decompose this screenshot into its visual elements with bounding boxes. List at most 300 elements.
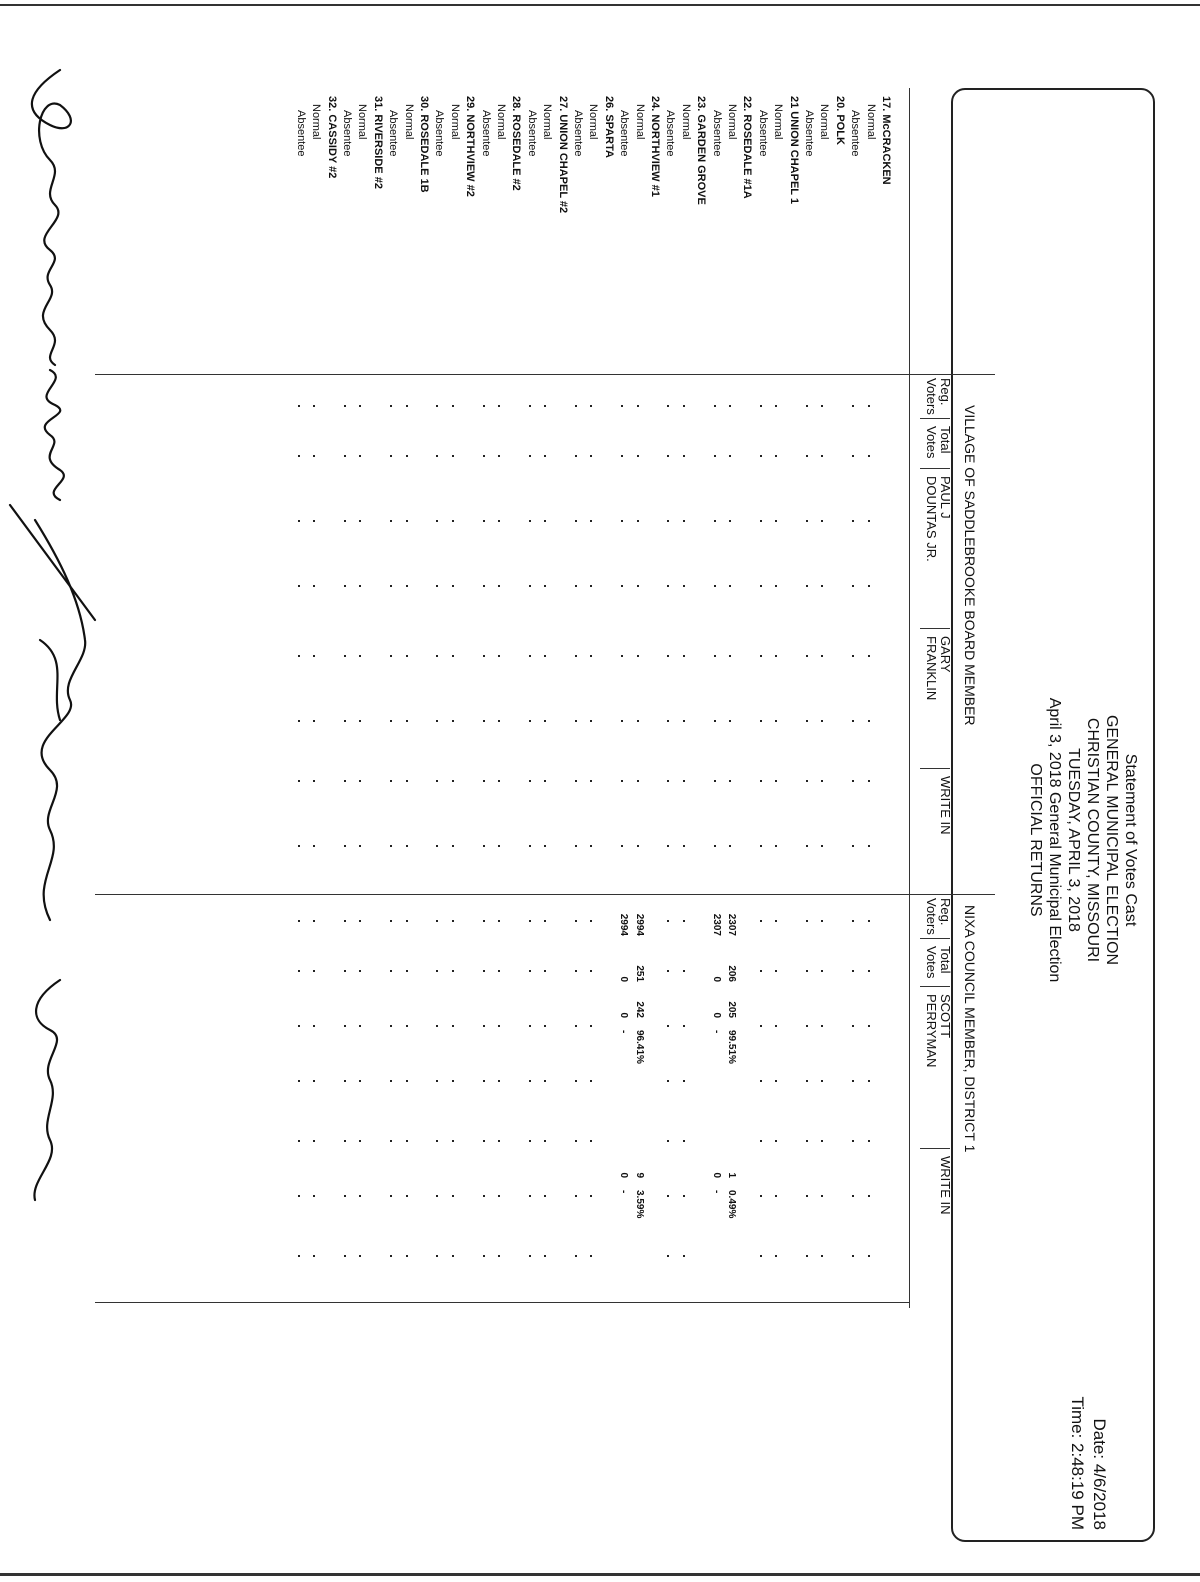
empty-cell-mark bbox=[483, 780, 485, 782]
empty-cell-mark bbox=[821, 1140, 823, 1142]
empty-cell-mark bbox=[544, 1255, 546, 1257]
empty-cell-mark bbox=[852, 720, 854, 722]
col-reg-voters bbox=[924, 898, 952, 935]
empty-cell-mark bbox=[529, 780, 531, 782]
empty-cell-mark bbox=[344, 405, 346, 407]
precinct-name: 26. SPARTA bbox=[602, 96, 615, 158]
col-head-line: DOUNTAS JR. bbox=[924, 476, 939, 562]
vote-count: 251 bbox=[633, 965, 645, 982]
empty-cell-mark bbox=[313, 1080, 315, 1082]
empty-cell-mark bbox=[575, 655, 577, 657]
empty-cell-mark bbox=[483, 1080, 485, 1082]
vote-count: 0 bbox=[618, 1012, 630, 1018]
empty-cell-mark bbox=[852, 1195, 854, 1197]
vote-percent: 3.59% bbox=[633, 1190, 645, 1219]
empty-cell-mark bbox=[406, 1080, 408, 1082]
empty-cell-mark bbox=[683, 970, 685, 972]
empty-cell-mark bbox=[436, 1140, 438, 1142]
empty-cell-mark bbox=[760, 1080, 762, 1082]
empty-cell-mark bbox=[637, 585, 639, 587]
empty-cell-mark bbox=[436, 1025, 438, 1027]
empty-cell-mark bbox=[714, 405, 716, 407]
col-head-line: PERRYMAN bbox=[924, 994, 939, 1068]
col-head-line: Reg. bbox=[938, 898, 953, 926]
empty-cell-mark bbox=[821, 1255, 823, 1257]
col-write-in bbox=[938, 1156, 952, 1215]
empty-cell-mark bbox=[406, 585, 408, 587]
col-separator bbox=[920, 938, 950, 939]
empty-cell-mark bbox=[298, 455, 300, 457]
row-type-label: Absentee bbox=[756, 110, 769, 157]
empty-cell-mark bbox=[590, 845, 592, 847]
vote-count: 0 bbox=[710, 1012, 722, 1018]
empty-cell-mark bbox=[359, 1080, 361, 1082]
empty-cell-mark bbox=[498, 655, 500, 657]
empty-cell-mark bbox=[313, 845, 315, 847]
empty-cell-mark bbox=[359, 1255, 361, 1257]
row-type-label: Absentee bbox=[294, 110, 307, 157]
empty-cell-mark bbox=[529, 1195, 531, 1197]
empty-cell-mark bbox=[760, 1195, 762, 1197]
empty-cell-mark bbox=[406, 970, 408, 972]
empty-cell-mark bbox=[852, 1025, 854, 1027]
empty-cell-mark bbox=[359, 1025, 361, 1027]
row-type-label: Normal bbox=[495, 104, 507, 140]
col-reg-voters bbox=[924, 378, 952, 415]
empty-cell-mark bbox=[529, 405, 531, 407]
empty-cell-mark bbox=[390, 1255, 392, 1257]
empty-cell-mark bbox=[775, 1195, 777, 1197]
empty-cell-mark bbox=[436, 1255, 438, 1257]
empty-cell-mark bbox=[760, 845, 762, 847]
empty-cell-mark bbox=[359, 1195, 361, 1197]
empty-cell-mark bbox=[344, 455, 346, 457]
empty-cell-mark bbox=[498, 780, 500, 782]
empty-cell-mark bbox=[775, 920, 777, 922]
empty-cell-mark bbox=[683, 1080, 685, 1082]
empty-cell-mark bbox=[852, 655, 854, 657]
empty-cell-mark bbox=[806, 405, 808, 407]
empty-cell-mark bbox=[359, 780, 361, 782]
empty-cell-mark bbox=[821, 655, 823, 657]
empty-cell-mark bbox=[852, 845, 854, 847]
empty-cell-mark bbox=[390, 1025, 392, 1027]
title-line: CHRISTIAN COUNTY, MISSOURI bbox=[1084, 717, 1101, 963]
empty-cell-mark bbox=[359, 455, 361, 457]
precinct-name: 30. ROSEDALE 1B bbox=[418, 96, 430, 193]
empty-cell-mark bbox=[637, 455, 639, 457]
empty-cell-mark bbox=[868, 655, 870, 657]
empty-cell-mark bbox=[344, 520, 346, 522]
empty-cell-mark bbox=[775, 970, 777, 972]
empty-cell-mark bbox=[544, 655, 546, 657]
empty-cell-mark bbox=[498, 1195, 500, 1197]
empty-cell-mark bbox=[760, 970, 762, 972]
table-header-rule bbox=[909, 88, 910, 1308]
empty-cell-mark bbox=[344, 1255, 346, 1257]
empty-cell-mark bbox=[590, 1195, 592, 1197]
empty-cell-mark bbox=[575, 1080, 577, 1082]
empty-cell-mark bbox=[313, 780, 315, 782]
empty-cell-mark bbox=[621, 405, 623, 407]
empty-cell-mark bbox=[498, 1140, 500, 1142]
empty-cell-mark bbox=[868, 845, 870, 847]
empty-cell-mark bbox=[436, 405, 438, 407]
vote-count: 0 bbox=[710, 976, 722, 982]
empty-cell-mark bbox=[637, 780, 639, 782]
row-type-label: Absentee bbox=[433, 110, 446, 157]
empty-cell-mark bbox=[406, 920, 408, 922]
empty-cell-mark bbox=[390, 1195, 392, 1197]
title-line: TUESDAY, APRIL 3, 2018 bbox=[1065, 748, 1082, 932]
row-type-label: Normal bbox=[818, 104, 831, 140]
empty-cell-mark bbox=[313, 720, 315, 722]
empty-cell-mark bbox=[667, 970, 669, 972]
empty-cell-mark bbox=[344, 655, 346, 657]
empty-cell-mark bbox=[436, 920, 438, 922]
empty-cell-mark bbox=[821, 405, 823, 407]
vote-percent: - bbox=[618, 1030, 630, 1034]
empty-cell-mark bbox=[667, 1195, 669, 1197]
empty-cell-mark bbox=[852, 585, 854, 587]
empty-cell-mark bbox=[575, 405, 577, 407]
row-type-label: Normal bbox=[726, 104, 738, 140]
empty-cell-mark bbox=[667, 920, 669, 922]
empty-cell-mark bbox=[390, 780, 392, 782]
empty-cell-mark bbox=[683, 1195, 685, 1197]
col-head-line: FRANKLIN bbox=[924, 636, 939, 701]
empty-cell-mark bbox=[868, 970, 870, 972]
empty-cell-mark bbox=[852, 920, 854, 922]
col-head-line: GARY bbox=[938, 636, 953, 673]
empty-cell-mark bbox=[436, 455, 438, 457]
empty-cell-mark bbox=[806, 1140, 808, 1142]
empty-cell-mark bbox=[436, 970, 438, 972]
empty-cell-mark bbox=[667, 1255, 669, 1257]
row-type-label: Absentee bbox=[479, 110, 492, 157]
empty-cell-mark bbox=[667, 1140, 669, 1142]
empty-cell-mark bbox=[806, 720, 808, 722]
empty-cell-mark bbox=[575, 1255, 577, 1257]
empty-cell-mark bbox=[390, 655, 392, 657]
empty-cell-mark bbox=[683, 455, 685, 457]
empty-cell-mark bbox=[852, 1140, 854, 1142]
vote-percent: - bbox=[618, 1190, 630, 1194]
empty-cell-mark bbox=[806, 780, 808, 782]
empty-cell-mark bbox=[544, 1195, 546, 1197]
empty-cell-mark bbox=[313, 970, 315, 972]
empty-cell-mark bbox=[313, 1025, 315, 1027]
empty-cell-mark bbox=[529, 585, 531, 587]
empty-cell-mark bbox=[390, 585, 392, 587]
empty-cell-mark bbox=[359, 585, 361, 587]
vote-count: 242 bbox=[633, 1001, 645, 1018]
empty-cell-mark bbox=[729, 780, 731, 782]
empty-cell-mark bbox=[775, 405, 777, 407]
empty-cell-mark bbox=[390, 455, 392, 457]
empty-cell-mark bbox=[452, 1195, 454, 1197]
empty-cell-mark bbox=[775, 585, 777, 587]
empty-cell-mark bbox=[852, 970, 854, 972]
empty-cell-mark bbox=[313, 520, 315, 522]
empty-cell-mark bbox=[483, 720, 485, 722]
vote-count: 9 bbox=[633, 1172, 645, 1178]
row-type-label: Absentee bbox=[803, 110, 815, 157]
col-head-line: Voters bbox=[924, 378, 939, 415]
empty-cell-mark bbox=[298, 585, 300, 587]
empty-cell-mark bbox=[544, 970, 546, 972]
empty-cell-mark bbox=[452, 405, 454, 407]
empty-cell-mark bbox=[637, 520, 639, 522]
empty-cell-mark bbox=[775, 780, 777, 782]
empty-cell-mark bbox=[683, 1255, 685, 1257]
empty-cell-mark bbox=[359, 970, 361, 972]
row-type-label: Normal bbox=[772, 104, 785, 140]
empty-cell-mark bbox=[575, 520, 577, 522]
empty-cell-mark bbox=[714, 585, 716, 587]
col-separator bbox=[920, 468, 950, 469]
empty-cell-mark bbox=[667, 405, 669, 407]
empty-cell-mark bbox=[452, 655, 454, 657]
empty-cell-mark bbox=[821, 585, 823, 587]
empty-cell-mark bbox=[667, 845, 669, 847]
empty-cell-mark bbox=[498, 520, 500, 522]
empty-cell-mark bbox=[621, 455, 623, 457]
empty-cell-mark bbox=[760, 720, 762, 722]
empty-cell-mark bbox=[298, 520, 300, 522]
empty-cell-mark bbox=[590, 405, 592, 407]
empty-cell-mark bbox=[498, 1255, 500, 1257]
empty-cell-mark bbox=[452, 720, 454, 722]
precinct-name: 17. McCRACKEN bbox=[880, 96, 892, 185]
empty-cell-mark bbox=[667, 780, 669, 782]
empty-cell-mark bbox=[575, 455, 577, 457]
empty-cell-mark bbox=[729, 520, 731, 522]
vote-count: 2994 bbox=[618, 913, 630, 936]
empty-cell-mark bbox=[683, 655, 685, 657]
empty-cell-mark bbox=[344, 1080, 346, 1082]
empty-cell-mark bbox=[575, 780, 577, 782]
row-type-label: Absentee bbox=[387, 110, 400, 157]
empty-cell-mark bbox=[729, 405, 731, 407]
empty-cell-mark bbox=[575, 1140, 577, 1142]
empty-cell-mark bbox=[775, 1140, 777, 1142]
empty-cell-mark bbox=[544, 520, 546, 522]
empty-cell-mark bbox=[590, 1025, 592, 1027]
empty-cell-mark bbox=[760, 455, 762, 457]
empty-cell-mark bbox=[852, 520, 854, 522]
empty-cell-mark bbox=[483, 405, 485, 407]
empty-cell-mark bbox=[359, 920, 361, 922]
empty-cell-mark bbox=[436, 1080, 438, 1082]
empty-cell-mark bbox=[637, 405, 639, 407]
table-divider bbox=[95, 374, 995, 375]
empty-cell-mark bbox=[714, 780, 716, 782]
empty-cell-mark bbox=[621, 520, 623, 522]
empty-cell-mark bbox=[667, 720, 669, 722]
col-candidate-dountas bbox=[924, 476, 952, 562]
empty-cell-mark bbox=[498, 1025, 500, 1027]
empty-cell-mark bbox=[390, 520, 392, 522]
empty-cell-mark bbox=[529, 720, 531, 722]
vote-percent: 99.51% bbox=[726, 1030, 737, 1064]
empty-cell-mark bbox=[406, 720, 408, 722]
empty-cell-mark bbox=[667, 585, 669, 587]
col-separator bbox=[920, 628, 950, 629]
empty-cell-mark bbox=[390, 720, 392, 722]
empty-cell-mark bbox=[590, 585, 592, 587]
empty-cell-mark bbox=[529, 1255, 531, 1257]
empty-cell-mark bbox=[729, 845, 731, 847]
empty-cell-mark bbox=[529, 1025, 531, 1027]
title-line: Statement of Votes Cast bbox=[1122, 753, 1139, 927]
empty-cell-mark bbox=[406, 845, 408, 847]
vote-percent: 96.41% bbox=[633, 1030, 645, 1064]
empty-cell-mark bbox=[436, 520, 438, 522]
row-type-label: Absentee bbox=[664, 110, 677, 157]
precinct-name: 23. GARDEN GROVE bbox=[695, 96, 708, 205]
empty-cell-mark bbox=[806, 655, 808, 657]
empty-cell-mark bbox=[806, 845, 808, 847]
empty-cell-mark bbox=[483, 845, 485, 847]
col-separator bbox=[920, 418, 950, 419]
empty-cell-mark bbox=[683, 585, 685, 587]
empty-cell-mark bbox=[852, 1080, 854, 1082]
precinct-name: 31. RIVERSIDE #2 bbox=[371, 96, 384, 189]
empty-cell-mark bbox=[729, 655, 731, 657]
empty-cell-mark bbox=[483, 520, 485, 522]
empty-cell-mark bbox=[868, 920, 870, 922]
vote-percent: - bbox=[710, 1190, 722, 1194]
empty-cell-mark bbox=[406, 780, 408, 782]
empty-cell-mark bbox=[298, 845, 300, 847]
empty-cell-mark bbox=[313, 455, 315, 457]
empty-cell-mark bbox=[544, 720, 546, 722]
empty-cell-mark bbox=[775, 1255, 777, 1257]
row-type-label: Absentee bbox=[341, 110, 353, 157]
empty-cell-mark bbox=[436, 780, 438, 782]
empty-cell-mark bbox=[760, 520, 762, 522]
empty-cell-mark bbox=[529, 970, 531, 972]
empty-cell-mark bbox=[452, 780, 454, 782]
empty-cell-mark bbox=[544, 455, 546, 457]
empty-cell-mark bbox=[775, 720, 777, 722]
empty-cell-mark bbox=[868, 1195, 870, 1197]
empty-cell-mark bbox=[452, 845, 454, 847]
row-type-label: Absentee bbox=[849, 110, 862, 157]
empty-cell-mark bbox=[852, 1255, 854, 1257]
empty-cell-mark bbox=[683, 520, 685, 522]
table-divider bbox=[95, 1302, 910, 1303]
empty-cell-mark bbox=[821, 1195, 823, 1197]
col-total-votes bbox=[924, 426, 952, 459]
precinct-name: 21 UNION CHAPEL 1 bbox=[787, 96, 800, 204]
empty-cell-mark bbox=[806, 920, 808, 922]
empty-cell-mark bbox=[452, 520, 454, 522]
row-type-label: Normal bbox=[448, 104, 461, 140]
empty-cell-mark bbox=[621, 845, 623, 847]
empty-cell-mark bbox=[683, 405, 685, 407]
empty-cell-mark bbox=[483, 655, 485, 657]
empty-cell-mark bbox=[775, 845, 777, 847]
empty-cell-mark bbox=[667, 455, 669, 457]
vote-count: 2994 bbox=[633, 913, 645, 936]
empty-cell-mark bbox=[483, 1025, 485, 1027]
empty-cell-mark bbox=[436, 1195, 438, 1197]
empty-cell-mark bbox=[775, 1080, 777, 1082]
empty-cell-mark bbox=[359, 405, 361, 407]
empty-cell-mark bbox=[775, 655, 777, 657]
empty-cell-mark bbox=[821, 780, 823, 782]
empty-cell-mark bbox=[775, 520, 777, 522]
col-head-line: PAUL J bbox=[938, 476, 953, 519]
row-type-label: Absentee bbox=[618, 110, 631, 157]
empty-cell-mark bbox=[344, 720, 346, 722]
empty-cell-mark bbox=[575, 1025, 577, 1027]
col-head-line: WRITE IN bbox=[938, 1156, 953, 1215]
col-head-line: Reg. bbox=[938, 378, 953, 406]
empty-cell-mark bbox=[359, 1140, 361, 1142]
empty-cell-mark bbox=[637, 655, 639, 657]
empty-cell-mark bbox=[806, 1080, 808, 1082]
empty-cell-mark bbox=[406, 455, 408, 457]
col-head-line: SCOTT bbox=[938, 994, 953, 1039]
empty-cell-mark bbox=[498, 720, 500, 722]
empty-cell-mark bbox=[714, 520, 716, 522]
precinct-name: 20. POLK bbox=[833, 96, 846, 145]
empty-cell-mark bbox=[590, 1080, 592, 1082]
empty-cell-mark bbox=[452, 1140, 454, 1142]
col-separator bbox=[920, 768, 950, 769]
empty-cell-mark bbox=[590, 455, 592, 457]
empty-cell-mark bbox=[729, 455, 731, 457]
empty-cell-mark bbox=[498, 845, 500, 847]
vote-count: 0 bbox=[618, 976, 630, 982]
empty-cell-mark bbox=[544, 1140, 546, 1142]
empty-cell-mark bbox=[806, 520, 808, 522]
empty-cell-mark bbox=[575, 585, 577, 587]
empty-cell-mark bbox=[529, 845, 531, 847]
empty-cell-mark bbox=[344, 585, 346, 587]
precinct-name: 32. CASSIDY #2 bbox=[325, 96, 338, 179]
row-type-label: Absentee bbox=[525, 110, 538, 157]
empty-cell-mark bbox=[714, 655, 716, 657]
empty-cell-mark bbox=[298, 1025, 300, 1027]
empty-cell-mark bbox=[760, 920, 762, 922]
row-type-label: Absentee bbox=[572, 110, 584, 157]
empty-cell-mark bbox=[683, 920, 685, 922]
vote-count: 205 bbox=[726, 1001, 737, 1018]
empty-cell-mark bbox=[590, 780, 592, 782]
empty-cell-mark bbox=[821, 970, 823, 972]
empty-cell-mark bbox=[637, 845, 639, 847]
empty-cell-mark bbox=[483, 920, 485, 922]
report-time: Time: 2:48:19 PM bbox=[1068, 1396, 1087, 1530]
empty-cell-mark bbox=[821, 720, 823, 722]
empty-cell-mark bbox=[298, 920, 300, 922]
empty-cell-mark bbox=[298, 720, 300, 722]
empty-cell-mark bbox=[498, 970, 500, 972]
row-type-label: Normal bbox=[310, 104, 323, 140]
empty-cell-mark bbox=[529, 455, 531, 457]
precinct-name: 27. UNION CHAPEL #2 bbox=[556, 96, 569, 214]
empty-cell-mark bbox=[529, 520, 531, 522]
empty-cell-mark bbox=[760, 1255, 762, 1257]
empty-cell-mark bbox=[313, 1140, 315, 1142]
row-type-label: Normal bbox=[633, 104, 646, 140]
empty-cell-mark bbox=[775, 1025, 777, 1027]
col-head-line: Total bbox=[938, 426, 953, 454]
